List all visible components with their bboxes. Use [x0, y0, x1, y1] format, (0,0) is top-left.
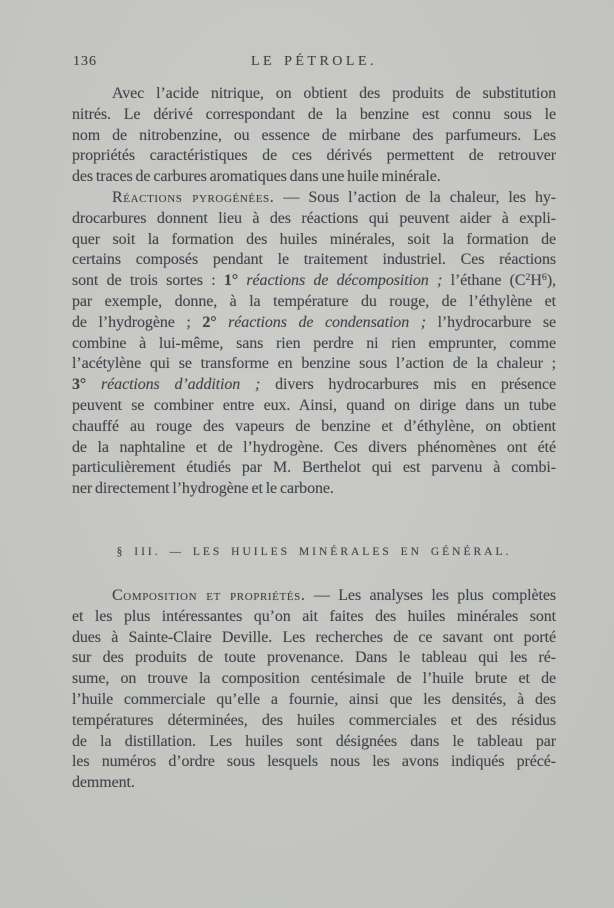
text-line: de la naphtaline et de l’hydrogène. Ces divers phénomènes ont été	[72, 438, 556, 456]
text-line: des traces de carbures aromatiques dans une huile minérale.	[72, 168, 441, 186]
paragraph	[72, 586, 556, 794]
text-line: dues à Sainte-Claire Deville. Les recherches de ce savant ont porté	[72, 628, 556, 646]
text-line: propriétés caractéristiques de ces dérivés permettent de retrouver	[72, 147, 556, 165]
text-line: par exemple, donne, à la température du rouge, de l’éthylène et	[72, 292, 556, 310]
text-line: les numéros d’ordre sous lesquels nous les avons indiqués précé-	[72, 753, 556, 771]
text-line: de l’hydrogène ; 2° réactions de condensation ; l’hydrocarbure se	[72, 313, 556, 331]
text-line: Avec l’acide nitrique, on obtient des produits de substitution	[112, 85, 556, 102]
text-line: 3° réactions d’addition ; divers hydrocarbures mis en présence	[72, 376, 556, 394]
text-line: sont de trois sortes : 1° réactions de décomposition ; l’éthane $(C^2H^6)$,	[72, 272, 556, 290]
text-line: et les plus intéressantes qu’on ait faites des huiles minérales sont	[72, 607, 556, 625]
page-body	[72, 84, 556, 794]
running-title: LE PÉTROLE.	[250, 54, 378, 69]
text-line: drocarbures donnent lieu à des réactions qui peuvent aider à expli-	[72, 209, 556, 227]
text-line: nitrés. Le dérivé correspondant de la benzine est connu sous le	[72, 105, 556, 123]
page-header	[72, 54, 556, 70]
text-line: demment.	[72, 774, 135, 792]
paragraph	[72, 188, 556, 500]
page-number: 136	[73, 54, 97, 69]
text-line: combine à lui-même, sans rien perdre ni rien emprunter, comme	[72, 334, 556, 352]
text-line: Réactions pyrogénées. — Sous l’action de la chaleur, les hy-	[112, 188, 556, 206]
text-line: de la distillation. Les huiles sont désignées dans le tableau par	[72, 732, 556, 750]
text-line: ner directement l’hydrogène et le carbone.	[72, 480, 334, 498]
text-line: peuvent se combiner entre eux. Ainsi, quand on dirige dans un tube	[72, 396, 556, 414]
text-line: nom de nitrobenzine, ou essence de mirbane des parfumeurs. Les	[72, 126, 556, 144]
text-line: chauffé au rouge des vapeurs de benzine et d’éthylène, on obtient	[72, 417, 556, 435]
text-line: l’huile commerciale qu’elle a fournie, ainsi que les densités, à des	[72, 690, 556, 708]
section-heading: § III. — LES HUILES MINÉRALES EN GÉNÉRAL.	[116, 545, 512, 558]
text-line: sur des produits de toute provenance. Dans le tableau qui les ré-	[72, 649, 556, 667]
text-line: Composition et propriétés. — Les analyses les plus complètes	[112, 586, 556, 604]
text-line: l’acétylène qui se transforme en benzine sous l’action de la chaleur ;	[72, 355, 556, 373]
text-line: sume, on trouve la composition centésimale de l’huile brute et de	[72, 670, 556, 688]
text-line: températures déterminées, des huiles commerciales et des résidus	[72, 711, 556, 729]
text-line: particulièrement étudiés par M. Berthelot qui est parvenu à combi-	[72, 459, 556, 477]
paragraph	[72, 84, 556, 188]
text-line: certains composés pendant le traitement industriel. Ces réactions	[72, 251, 556, 269]
text-line: quer soit la formation des huiles minérales, soit la formation de	[72, 230, 556, 248]
